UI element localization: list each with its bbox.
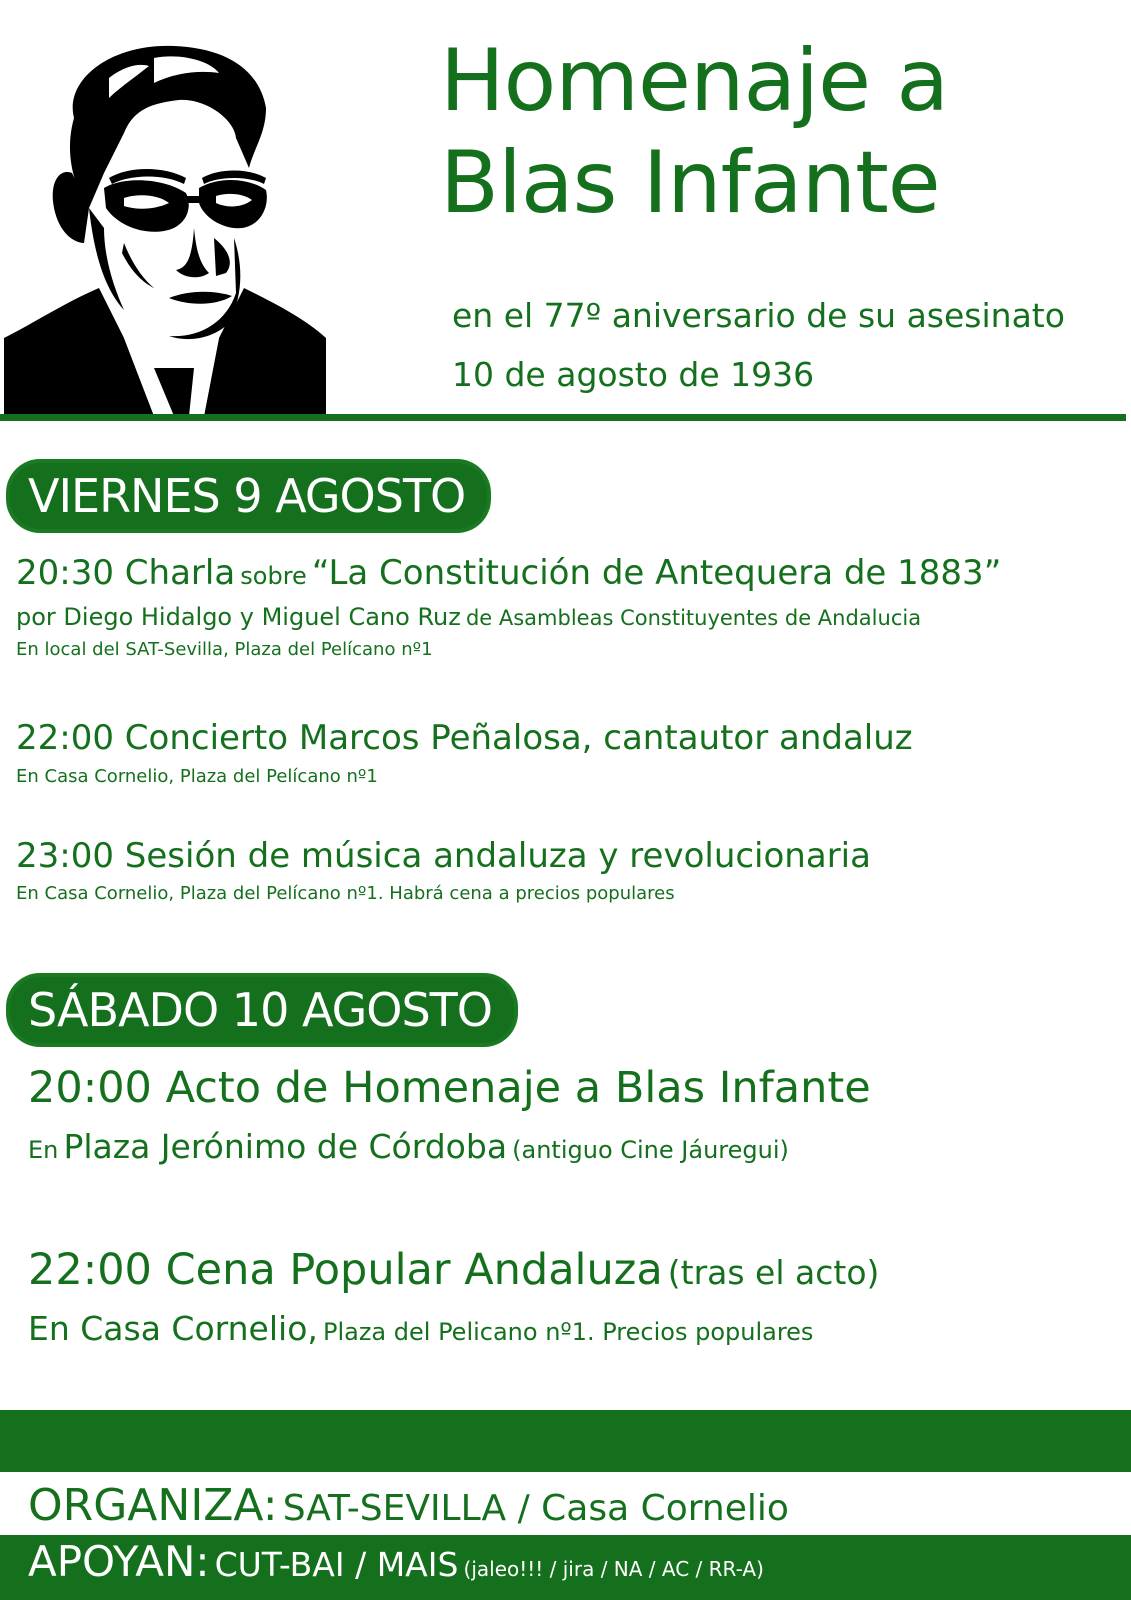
saturday-event-1-note: (antiguo Cine Jáuregui) [512,1136,789,1164]
footer-band [0,1410,1131,1472]
friday-event-1-time-title: 20:30 Charla [16,553,236,593]
saturday-event-2-place: En Casa Cornelio, [28,1309,318,1348]
organiza-line [28,1480,789,1531]
saturday-event-2-note: (tras el acto) [667,1253,880,1292]
friday-event-2-place: En Casa Cornelio, Plaza del Pelícano nº1 [16,766,378,787]
saturday-event-1-title: 20:00 Acto de Homenaje a Blas Infante [28,1063,871,1113]
day-badge-friday: VIERNES 9 AGOSTO [10,463,487,529]
organiza-value: SAT-SEVILLA / Casa Cornelio [282,1488,789,1529]
poster-title [440,30,1120,234]
saturday-event-1-place-line [28,1127,789,1167]
friday-event-3-place: En Casa Cornelio, Plaza del Pelícano nº1. Habrá cena a precios populares [16,883,675,904]
saturday-event-2-place-detail: Plaza del Pelicano nº1. Precios populares [322,1318,814,1346]
saturday-event-2-title-line [28,1245,879,1295]
friday-event-3-title: 23:00 Sesión de música andaluza y revolucionaria [16,836,871,876]
title-line-2: Blas Infante [440,133,940,233]
saturday-event-1-place: Plaza Jerónimo de Córdoba [63,1127,508,1166]
friday-event-1-place: En local del SAT-Sevilla, Plaza del Pelícano nº1 [16,639,433,660]
friday-event-1-sobre: sobre [240,562,307,590]
saturday-event-1-en: En [28,1136,59,1164]
title-line-1: Homenaje a [440,31,949,131]
apoyan-label: APOYAN: [28,1537,210,1586]
apoyan-line [28,1537,764,1586]
friday-event-1-speakers [16,602,921,632]
friday-event-1-org: de Asambleas Constituyentes de Andalucia [465,606,922,630]
anniversary-subtitle: en el 77º aniversario de su asesinato [452,296,1065,335]
apoyan-extra: (jaleo!!! / jira / NA / AC / RR-A) [463,1557,764,1581]
friday-event-1-topic: “La Constitución de Antequera de 1883” [311,553,1002,593]
saturday-event-2-title: 22:00 Cena Popular Andaluza [28,1245,663,1295]
day-badge-saturday: SÁBADO 10 AGOSTO [10,977,514,1043]
organiza-label: ORGANIZA: [28,1480,278,1531]
friday-event-2-title: 22:00 Concierto Marcos Peñalosa, cantautor andaluz [16,718,913,758]
saturday-event-2-place-line [28,1309,813,1349]
assassination-date: 10 de agosto de 1936 [452,355,815,394]
friday-event-1-by: por Diego Hidalgo y Miguel Cano Ruz [16,603,461,631]
apoyan-value: CUT-BAI / MAIS [214,1545,459,1584]
header-divider [0,414,1126,421]
friday-event-1 [16,553,1001,593]
blas-infante-portrait [4,38,326,416]
